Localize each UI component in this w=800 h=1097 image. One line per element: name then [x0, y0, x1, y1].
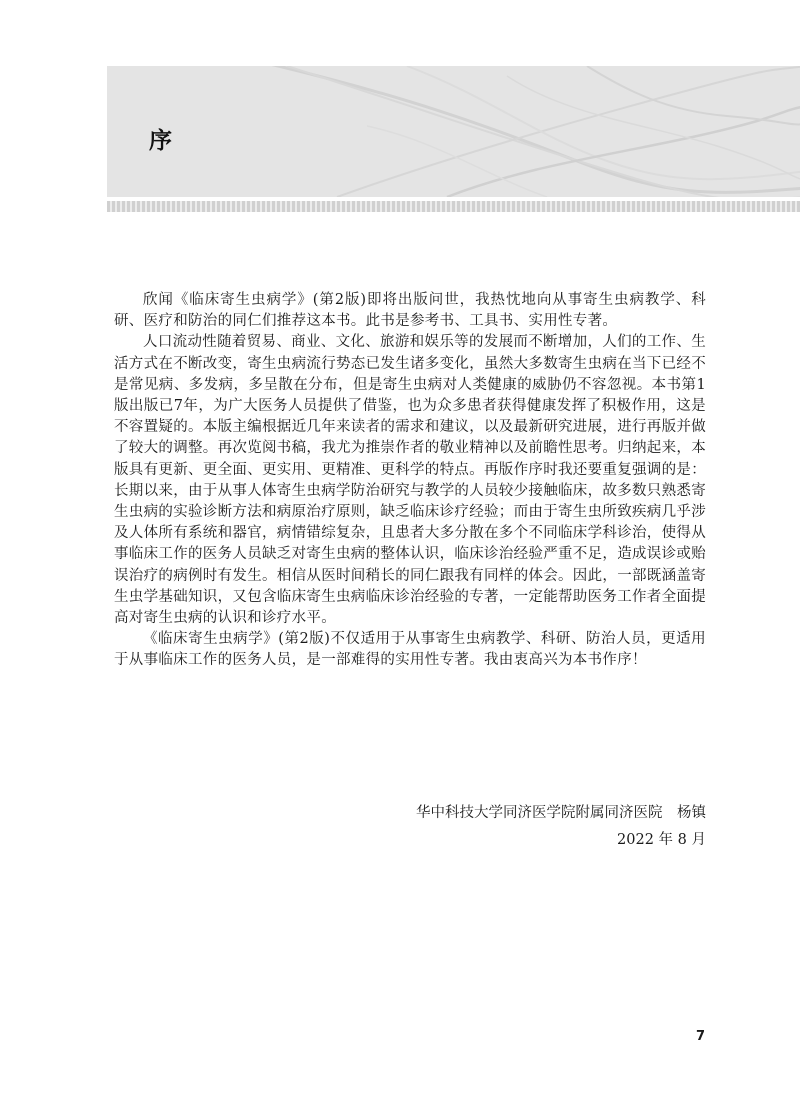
signature-block — [416, 800, 706, 854]
header-banner — [107, 66, 800, 197]
paragraph: 人口流动性随着贸易、商业、文化、旅游和娱乐等的发展而不断增加，人们的工作、生活方式在不断改变，寄生虫病流行势态已发生诸多变化，虽然大多数寄生虫病在当下已经不是常见病、多发病，多呈散在分布，但是寄生虫病对人类健康的威胁仍不容忽视。本书第1版出版已7年，为广大医务人员提供了借鉴，也为众多患者获得健康发挥了积极作用，这是不容置疑的。本版主编根据近几年来读者的需求和建议，以及最新研究进展，进行再版并做了较大的调整。再次览阅书稿，我尤为推崇作者的敬业精神以及前瞻性思考。归纳起来，本版具有更新、更全面、更实用、更精准、更科学的特点。再版作序时我还要重复强调的是：长期以来，由于从事人体寄生虫病学防治研究与教学的人员较少接触临床，故多数只熟悉寄生虫病的实验诊断方法和病原治疗原则，缺乏临床诊疗经验；而由于寄生虫所致疾病几乎涉及人体所有系统和器官，病情错综复杂，且患者大多分散在多个不同临床学科诊治，使得从事临床工作的医务人员缺乏对寄生虫病的整体认识，临床诊治经验严重不足，造成误诊或贻误治疗的病例时有发生。相信从医时间稍长的同仁跟我有同样的体会。因此，一部既涵盖寄生虫学基础知识，又包含临床寄生虫病临床诊治经验的专著，一定能帮助医务工作者全面提高对寄生虫病的认识和诊疗水平。 — [114, 334, 706, 627]
page-title: 序 — [149, 128, 172, 154]
paragraph: 欣闻《临床寄生虫病学》(第2版)即将出版问世，我热忱地向从事寄生虫病教学、科研、医疗和防治的同仁们推荐这本书。此书是参考书、工具书、实用性专著。 — [114, 292, 706, 330]
paragraph: 《临床寄生虫病学》(第2版)不仅适用于从事寄生虫病教学、科研、防治人员，更适用于从事临床工作的医务人员，是一部难得的实用性专著。我由衷高兴为本书作序！ — [114, 631, 706, 669]
decorative-stripe-bar — [107, 201, 800, 212]
preface-body — [114, 290, 706, 672]
author-affiliation: 华中科技大学同济医学院附属同济医院 杨镇 — [416, 805, 706, 821]
page-number: 7 — [695, 1029, 705, 1044]
marble-texture — [107, 66, 800, 197]
signature-date: 2022 年 8 月 — [617, 832, 706, 848]
